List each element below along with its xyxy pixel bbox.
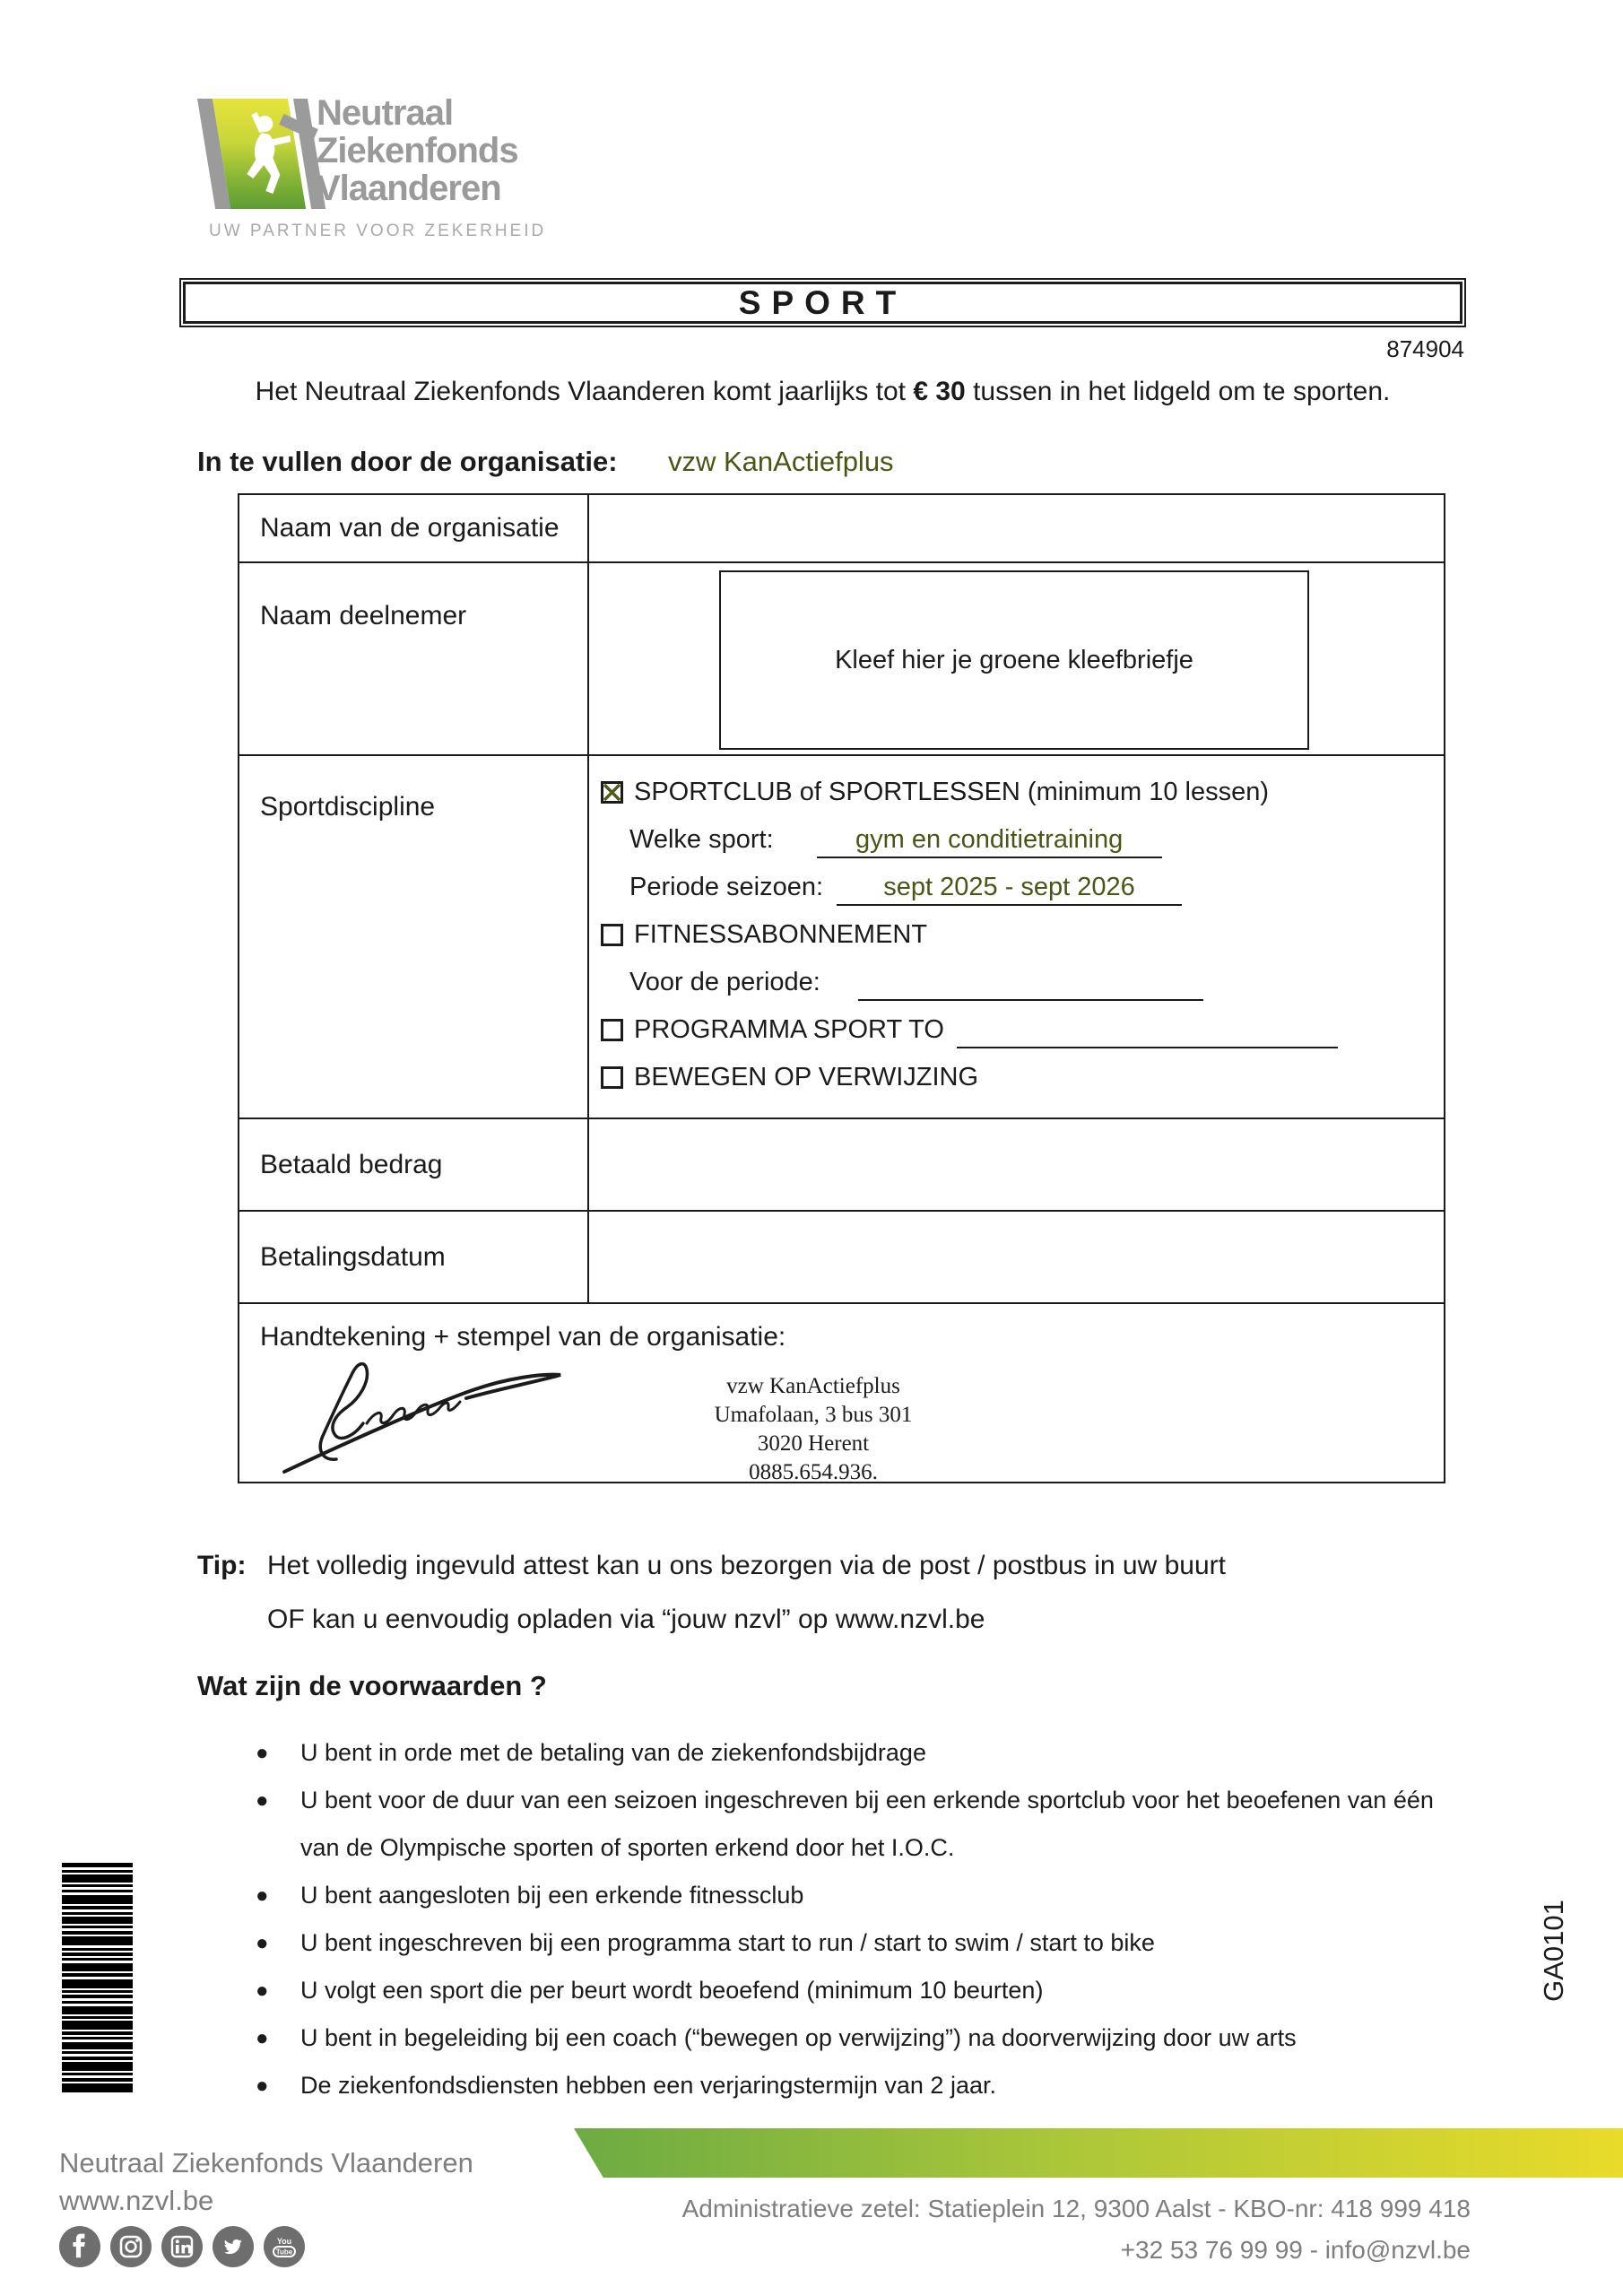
option-fitness-row bbox=[589, 911, 1444, 959]
list-item bbox=[256, 1729, 1448, 1777]
bullet-icon: ● bbox=[256, 1788, 269, 1813]
logo-line2: Ziekenfonds bbox=[317, 131, 518, 170]
fitness-checkbox-unchecked[interactable] bbox=[601, 924, 623, 946]
discipline-options bbox=[589, 756, 1444, 1118]
list-item bbox=[256, 2014, 1448, 2062]
payment-date-field[interactable] bbox=[589, 1212, 1444, 1302]
option-bewegen-label: BEWEGEN OP VERWIJZING bbox=[634, 1063, 979, 1091]
bullet-icon: ● bbox=[256, 1979, 269, 2003]
nzvl-logo bbox=[193, 76, 569, 256]
bullet-icon: ● bbox=[256, 1931, 269, 1955]
programma-field[interactable] bbox=[957, 1013, 1338, 1048]
logo-line3: Vlaanderen bbox=[317, 169, 501, 208]
barcode bbox=[62, 1863, 133, 2092]
footer-right bbox=[682, 2188, 1471, 2271]
voor-periode-label: Voor de periode: bbox=[629, 968, 820, 996]
sticker-box: Kleef hier je groene kleefbriefje bbox=[719, 570, 1309, 750]
voor-periode-row bbox=[589, 959, 1444, 1006]
logo-wordmark bbox=[317, 94, 518, 207]
option-sportclub-label: SPORTCLUB of SPORTLESSEN (minimum 10 lessen) bbox=[634, 778, 1270, 806]
row-discipline bbox=[239, 756, 1444, 1119]
footer-website-link[interactable]: www.nzvl.be bbox=[59, 2185, 214, 2216]
signature-handwriting bbox=[273, 1353, 578, 1483]
condition-text: U bent in begeleiding bij een coach (“bewegen op verwijzing”) na doorverwijzing door uw arts bbox=[300, 2024, 1297, 2051]
periode-seizoen-label: Periode seizoen: bbox=[629, 873, 824, 901]
logo-gradient-parallelogram bbox=[213, 99, 306, 209]
intro-suffix: tussen in het lidgeld om te sporten. bbox=[965, 377, 1391, 406]
footer-gradient-band bbox=[574, 2128, 1623, 2178]
organisation-stamp bbox=[634, 1372, 993, 1487]
intro-prefix: Het Neutraal Ziekenfonds Vlaanderen komt jaarlijks tot bbox=[255, 377, 914, 406]
amount-label: Betaald bedrag bbox=[239, 1119, 589, 1210]
payment-date-label: Betalingsdatum bbox=[239, 1212, 589, 1302]
stamp-line2: Umafolaan, 3 bus 301 bbox=[714, 1403, 913, 1427]
facebook-icon[interactable] bbox=[59, 2226, 100, 2267]
bullet-icon: ● bbox=[256, 2074, 269, 2098]
list-item bbox=[256, 1777, 1448, 1872]
instagram-icon[interactable] bbox=[110, 2226, 152, 2267]
tip-section bbox=[197, 1539, 1226, 1647]
tip-line2: OF kan u eenvoudig opladen via “jouw nzvl” op www.nzvl.be bbox=[267, 1605, 985, 1634]
option-programma-row bbox=[589, 1006, 1444, 1054]
footer-contact: +32 53 76 99 99 - info@nzvl.be bbox=[1120, 2236, 1471, 2264]
periode-seizoen-row bbox=[589, 864, 1444, 911]
conditions-list bbox=[256, 1729, 1448, 2109]
periode-seizoen-value: sept 2025 - sept 2026 bbox=[883, 872, 1135, 901]
footer-address: Administratieve zetel: Statieplein 12, 9300 Aalst - KBO-nr: 418 999 418 bbox=[681, 2195, 1471, 2222]
form-number: 874904 bbox=[1386, 335, 1464, 362]
row-amount bbox=[239, 1119, 1444, 1212]
row-signature bbox=[239, 1304, 1444, 1482]
footer-left bbox=[59, 2144, 473, 2267]
intro-text bbox=[179, 377, 1466, 407]
logo-tagline: UW PARTNER VOOR ZEKERHEID bbox=[209, 222, 547, 240]
stamp-line4: 0885.654.936. bbox=[749, 1460, 878, 1484]
condition-text: U volgt een sport die per beurt wordt beoefend (minimum 10 beurten) bbox=[300, 1977, 1044, 2004]
page-title: SPORT bbox=[738, 283, 907, 321]
signature-label: Handtekening + stempel van de organisatie: bbox=[260, 1322, 786, 1352]
organisation-value: vzw KanActiefplus bbox=[668, 446, 894, 477]
list-item bbox=[256, 1967, 1448, 2014]
condition-text: U bent ingeschreven bij een programma start to run / start to swim / start to bike bbox=[300, 1929, 1155, 1956]
option-fitness-label: FITNESSABONNEMENT bbox=[634, 920, 928, 949]
welke-sport-field[interactable] bbox=[817, 822, 1162, 858]
periode-seizoen-field[interactable] bbox=[837, 870, 1182, 906]
title-box bbox=[179, 278, 1466, 327]
logo-line1: Neutraal bbox=[317, 93, 454, 133]
list-item bbox=[256, 1919, 1448, 1967]
option-programma-label: PROGRAMMA SPORT TO bbox=[634, 1015, 944, 1044]
condition-text: U bent voor de duur van een seizoen ingeschreven bij een erkende sportclub voor het beoefenen van één van de Olympische sporten of sporten erkend door het I.O.C. bbox=[300, 1787, 1434, 1861]
tip-label: Tip: bbox=[197, 1551, 247, 1580]
welke-sport-label: Welke sport: bbox=[629, 825, 774, 854]
discipline-label: Sportdiscipline bbox=[239, 756, 589, 1118]
list-item bbox=[256, 1872, 1448, 1919]
bullet-icon: ● bbox=[256, 1741, 269, 1765]
condition-text: U bent aangesloten bij een erkende fitnessclub bbox=[300, 1882, 804, 1909]
bullet-icon: ● bbox=[256, 2026, 269, 2050]
stamp-line1: vzw KanActiefplus bbox=[726, 1374, 900, 1398]
footer-brand: Neutraal Ziekenfonds Vlaanderen bbox=[59, 2147, 473, 2179]
condition-text: De ziekenfondsdiensten hebben een verjaringstermijn van 2 jaar. bbox=[300, 2072, 996, 2099]
fill-in-label: In te vullen door de organisatie: bbox=[197, 446, 618, 477]
intro-amount: € 30 bbox=[913, 377, 966, 406]
twitter-icon[interactable] bbox=[213, 2226, 254, 2267]
welke-sport-row bbox=[589, 816, 1444, 864]
voor-periode-field[interactable] bbox=[858, 965, 1203, 1001]
youtube-icon[interactable] bbox=[264, 2226, 305, 2267]
amount-field[interactable] bbox=[589, 1119, 1444, 1210]
side-code: GA0101 bbox=[1538, 1900, 1569, 2002]
svg-text:Tube: Tube bbox=[275, 2248, 293, 2257]
row-participant bbox=[239, 563, 1444, 756]
form-table bbox=[238, 493, 1445, 1483]
row-organisation bbox=[239, 495, 1444, 563]
title-box-inner bbox=[183, 282, 1462, 324]
svg-text:You: You bbox=[276, 2237, 292, 2246]
programma-checkbox-unchecked[interactable] bbox=[601, 1019, 623, 1041]
organisation-name-label: Naam van de organisatie bbox=[239, 495, 589, 561]
condition-text: U bent in orde met de betaling van de ziekenfondsbijdrage bbox=[300, 1739, 926, 1766]
option-bewegen-row bbox=[589, 1054, 1444, 1101]
option-sportclub-row bbox=[589, 769, 1444, 816]
conditions-title: Wat zijn de voorwaarden ? bbox=[197, 1670, 547, 1701]
sportclub-checkbox-checked[interactable] bbox=[601, 781, 623, 804]
fill-in-section bbox=[197, 446, 894, 478]
organisation-name-field[interactable] bbox=[589, 495, 1444, 561]
bullet-icon: ● bbox=[256, 1883, 269, 1908]
welke-sport-value: gym en conditietraining bbox=[855, 824, 1124, 854]
bewegen-checkbox-unchecked[interactable] bbox=[601, 1066, 623, 1089]
stamp-line3: 3020 Herent bbox=[757, 1431, 870, 1456]
list-item bbox=[256, 2062, 1448, 2109]
participant-name-field[interactable] bbox=[589, 563, 1444, 754]
tip-text bbox=[267, 1539, 1226, 1647]
social-icons bbox=[59, 2226, 473, 2267]
row-payment-date bbox=[239, 1212, 1444, 1304]
participant-name-label: Naam deelnemer bbox=[239, 563, 589, 754]
linkedin-icon[interactable] bbox=[161, 2226, 203, 2267]
tip-line1: Het volledig ingevuld attest kan u ons bezorgen via de post / postbus in uw buurt bbox=[267, 1551, 1226, 1580]
